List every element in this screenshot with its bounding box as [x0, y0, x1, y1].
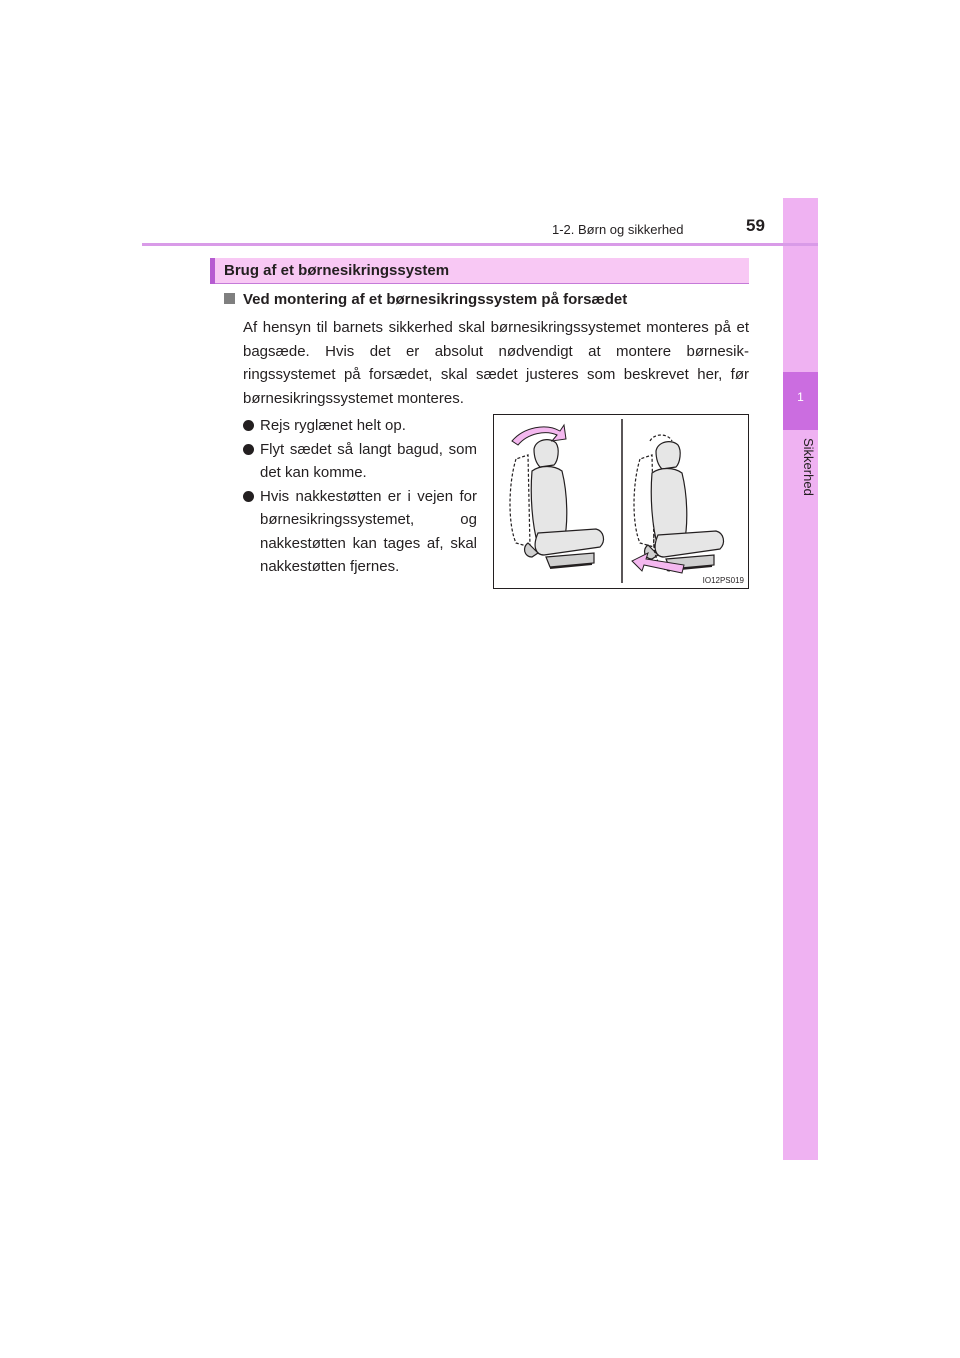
list-item: [243, 414, 477, 438]
seat-adjustment-figure: [493, 414, 749, 589]
left-seat-icon: [510, 440, 603, 568]
sub-heading: [224, 291, 627, 308]
list-item-text: Hvis nakkestøtten er i vejen for børnesikringssystemet, og nakkestøtten kan tages af, skal nakkestøtten fjernes.: [260, 487, 477, 575]
instruction-list: [243, 414, 477, 579]
page-number: 59: [746, 216, 765, 235]
list-item: [243, 438, 477, 485]
intro-paragraph: Af hensyn til barnets sikkerhed skal børnesikringssystemet monteres på et bagsæde. Hvis det er absolut nødvendigt at montere børnesik-ringssystemet på forsædet, skal sædet justeres som beskrevet her, før børnesikringssystemet monteres.: [243, 319, 749, 407]
sub-heading-text: Ved montering af et børnesikringssystem på forsædet: [243, 291, 628, 308]
square-bullet-icon: [224, 293, 235, 304]
seat-illustration: [494, 415, 748, 588]
right-seat-icon: [634, 435, 723, 571]
section-title: Brug af et børnesikringssystem: [224, 262, 450, 279]
list-item-text: Rejs ryglænet helt op.: [260, 417, 406, 434]
list-item-text: Flyt sædet så langt bagud, som det kan komme.: [260, 440, 477, 481]
side-tab: [783, 198, 818, 1160]
figure-code: IO12PS019: [702, 576, 744, 585]
section-title-bar: [210, 258, 215, 284]
bullet-icon: [243, 420, 254, 431]
header-rule: [142, 243, 818, 246]
bullet-icon: [243, 444, 254, 455]
header-section-label: 1-2. Børn og sikkerhed: [552, 222, 684, 237]
chapter-label: Sikkerhed: [801, 438, 816, 496]
list-item: [243, 485, 477, 579]
bullet-icon: [243, 491, 254, 502]
chapter-number: 1: [797, 390, 804, 404]
